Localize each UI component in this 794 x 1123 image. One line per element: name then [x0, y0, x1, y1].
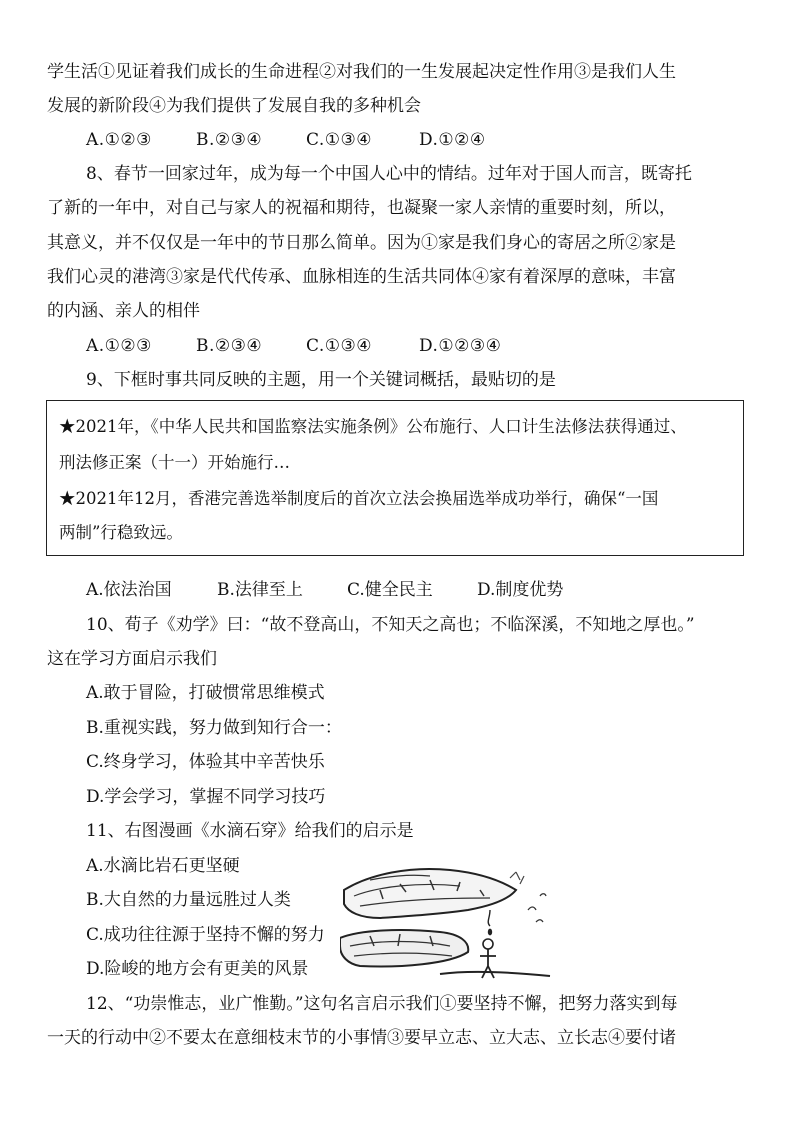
q8-line-5: 的内涵、亲人的相伴: [47, 301, 200, 321]
q9-box-line-3: ★2021年12月，香港完善选举制度后的首次立法会换届选举成功举行，确保“一国: [59, 489, 659, 508]
q7-line-2: 发展的新阶段④为我们提供了发展自我的多种机会: [47, 96, 421, 116]
q10-line-2: 这在学习方面启示我们: [47, 649, 217, 669]
q12-line-1: 12、“功崇惟志，业广惟勤。”这句名言启示我们①要坚持不懈，把努力落实到每: [86, 994, 678, 1014]
q9-news-box: [46, 400, 744, 556]
q8-line-1: 8、春节一回家过年，成为每一个中国人心中的情结。过年对于国人而言，既寄托: [86, 164, 692, 184]
q11-stem: 11、右图漫画《水滴石穿》给我们的启示是: [86, 821, 414, 841]
q8-line-4: 我们心灵的港湾③家是代代传承、血脉相连的生活共同体④家有着深厚的意味，丰富: [47, 267, 676, 287]
q9-option-b: B.法律至上: [217, 580, 303, 600]
cartoon-drawing-icon: [340, 856, 560, 984]
q8-option-d: D.①②③④: [419, 336, 502, 356]
q8-line-2: 了新的一年中，对自己与家人的祝福和期待，也凝聚一家人亲情的重要时刻，所以，: [47, 198, 676, 218]
q7-option-c: C.①③④: [306, 130, 373, 150]
q8-line-3: 其意义，并不仅仅是一年中的节日那么简单。因为①家是我们身心的寄居之所②家是: [47, 233, 676, 253]
q9-option-c: C.健全民主: [347, 580, 433, 600]
q10-line-1: 10、荀子《劝学》曰：“故不登高山，不知天之高也；不临深溪，不知地之厚也。”: [86, 615, 695, 635]
q11-option-b: B.大自然的力量远胜过人类: [86, 890, 291, 910]
q9-box-line-2: 刑法修正案（十一）开始施行…: [59, 453, 290, 472]
q8-option-a: A.①②③: [86, 336, 152, 356]
q10-option-c: C.终身学习，体验其中辛苦快乐: [86, 752, 325, 772]
q9-box-line-4: 两制”行稳致远。: [59, 523, 183, 542]
q8-option-b: B.②③④: [196, 336, 263, 356]
q12-line-2: 一天的行动中②不要太在意细枝末节的小事情③要早立志、立大志、立长志④要付诸: [47, 1028, 676, 1048]
q11-option-c: C.成功往往源于坚持不懈的努力: [86, 925, 325, 945]
q7-option-a: A.①②③: [86, 130, 152, 150]
q10-option-d: D.学会学习，掌握不同学习技巧: [86, 787, 326, 807]
q7-option-d: D.①②④: [419, 130, 486, 150]
q9-box-line-1: ★2021年，《中华人民共和国监察法实施条例》公布施行、人口计生法修法获得通过、: [59, 417, 687, 436]
q10-option-a: A.敢于冒险，打破惯常思维模式: [86, 683, 325, 703]
q8-option-c: C.①③④: [306, 336, 373, 356]
q9-option-a: A.依法治国: [86, 580, 172, 600]
q9-stem: 9、下框时事共同反映的主题，用一个关键词概括，最贴切的是: [86, 370, 556, 390]
q10-option-b: B.重视实践，努力做到知行合一：: [86, 718, 342, 738]
q11-option-d: D.险峻的地方会有更美的风景: [86, 959, 309, 979]
q9-option-d: D.制度优势: [477, 580, 564, 600]
q7-option-b: B.②③④: [196, 130, 263, 150]
q11-option-a: A.水滴比岩石更坚硬: [86, 856, 240, 876]
q7-line-1: 学生活①见证着我们成长的生命进程②对我们的一生发展起决定性作用③是我们人生: [47, 62, 676, 82]
